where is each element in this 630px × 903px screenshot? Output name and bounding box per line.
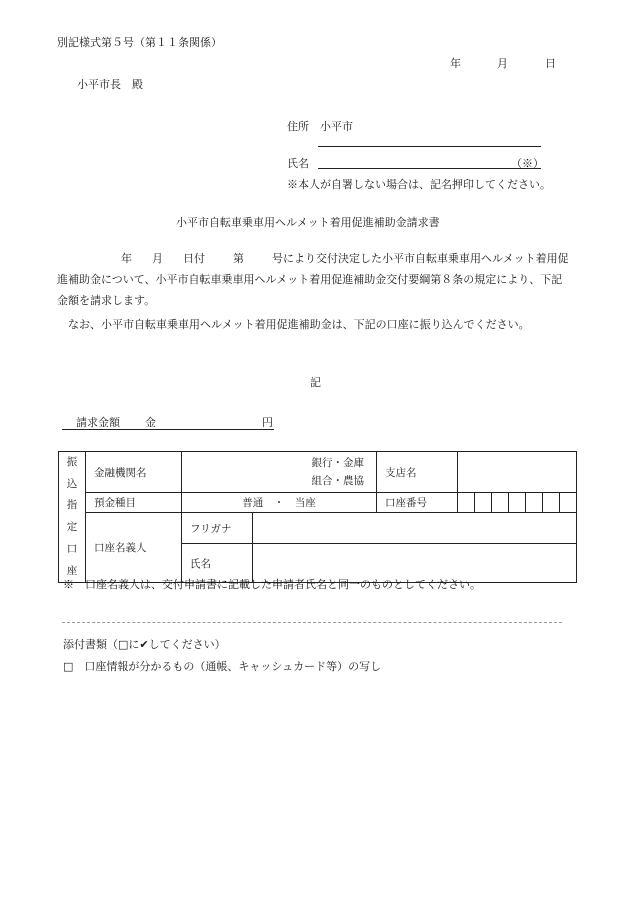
ref-year: 年 bbox=[121, 252, 132, 265]
ki-heading: 記 bbox=[310, 376, 321, 389]
doc-title: 小平市自転車乗車用ヘルメット着用促進補助金請求書 bbox=[176, 216, 440, 229]
furigana-field[interactable] bbox=[253, 513, 577, 544]
name-label: 氏名 bbox=[287, 157, 309, 170]
account-number-digit[interactable] bbox=[560, 493, 577, 513]
addressee: 小平市長 殿 bbox=[77, 78, 143, 91]
account-number-digit[interactable] bbox=[543, 493, 560, 513]
holder-label: 口座名義人 bbox=[86, 513, 182, 583]
paragraph-1-text: 号により交付決定した小平市自転車乗車用ヘルメット着用促進補助金について、小平市自転車乗車用ヘルメット着用促進補助金交付要綱第８条の規定により、下記金額を請求します。 bbox=[57, 252, 569, 307]
claim-underline bbox=[62, 429, 274, 430]
deposit-type-label: 預金種目 bbox=[86, 493, 182, 513]
address-underline bbox=[318, 146, 541, 147]
body-paragraph-1 bbox=[57, 248, 572, 311]
ref-number: 第 bbox=[233, 252, 244, 265]
account-number-digit[interactable] bbox=[526, 493, 543, 513]
name-seal-mark: （※） bbox=[511, 157, 544, 170]
claim-label: 請求金額 bbox=[76, 416, 120, 429]
deposit-type-options[interactable]: 普通 ・ 当座 bbox=[182, 493, 377, 513]
account-number-digit[interactable] bbox=[509, 493, 526, 513]
attachments-title: 添付書類（□に✔してください） bbox=[63, 638, 226, 651]
account-table bbox=[58, 451, 577, 583]
account-number-label: 口座番号 bbox=[377, 493, 458, 513]
ref-month: 月 bbox=[152, 252, 163, 265]
furigana-label: フリガナ bbox=[182, 513, 253, 544]
branch-label: 支店名 bbox=[377, 452, 458, 493]
claim-unit: 円 bbox=[262, 416, 273, 429]
address-value: 小平市 bbox=[320, 120, 353, 133]
name-underline bbox=[318, 168, 541, 169]
account-side-label: 振 込 指 定 口 座 bbox=[59, 452, 86, 583]
separator-dashed bbox=[62, 622, 562, 623]
branch-field[interactable] bbox=[458, 452, 577, 493]
date-month: 月 bbox=[497, 57, 508, 70]
account-number-digit[interactable] bbox=[492, 493, 509, 513]
attachment-item[interactable]: □ 口座情報が分かるもの（通帳、キャッシュカード等）の写し bbox=[63, 660, 382, 673]
address-label: 住所 bbox=[287, 120, 309, 133]
date-year: 年 bbox=[450, 57, 461, 70]
account-number-digit[interactable] bbox=[475, 493, 492, 513]
holder-name-label: 氏名 bbox=[182, 544, 253, 583]
signature-note: ※本人が自署しない場合は、記名押印してください。 bbox=[287, 178, 551, 191]
bank-name-label: 金融機関名 bbox=[86, 452, 182, 493]
form-number: 別記様式第５号（第１１条関係） bbox=[57, 36, 222, 49]
date-day: 日 bbox=[545, 57, 556, 70]
account-number-digit[interactable] bbox=[458, 493, 475, 513]
ref-day: 日付 bbox=[183, 252, 205, 265]
bank-name-field[interactable]: 銀行・金庫 組合・農協 bbox=[182, 452, 377, 493]
holder-note: ※ 口座名義人は、交付申請書に記載した申請者氏名と同一のものとしてください。 bbox=[63, 578, 481, 591]
claim-currency: 金 bbox=[145, 416, 156, 429]
body-paragraph-2: なお、小平市自転車乗車用ヘルメット着用促進補助金は、下記の口座に振り込んでください。 bbox=[68, 318, 530, 331]
